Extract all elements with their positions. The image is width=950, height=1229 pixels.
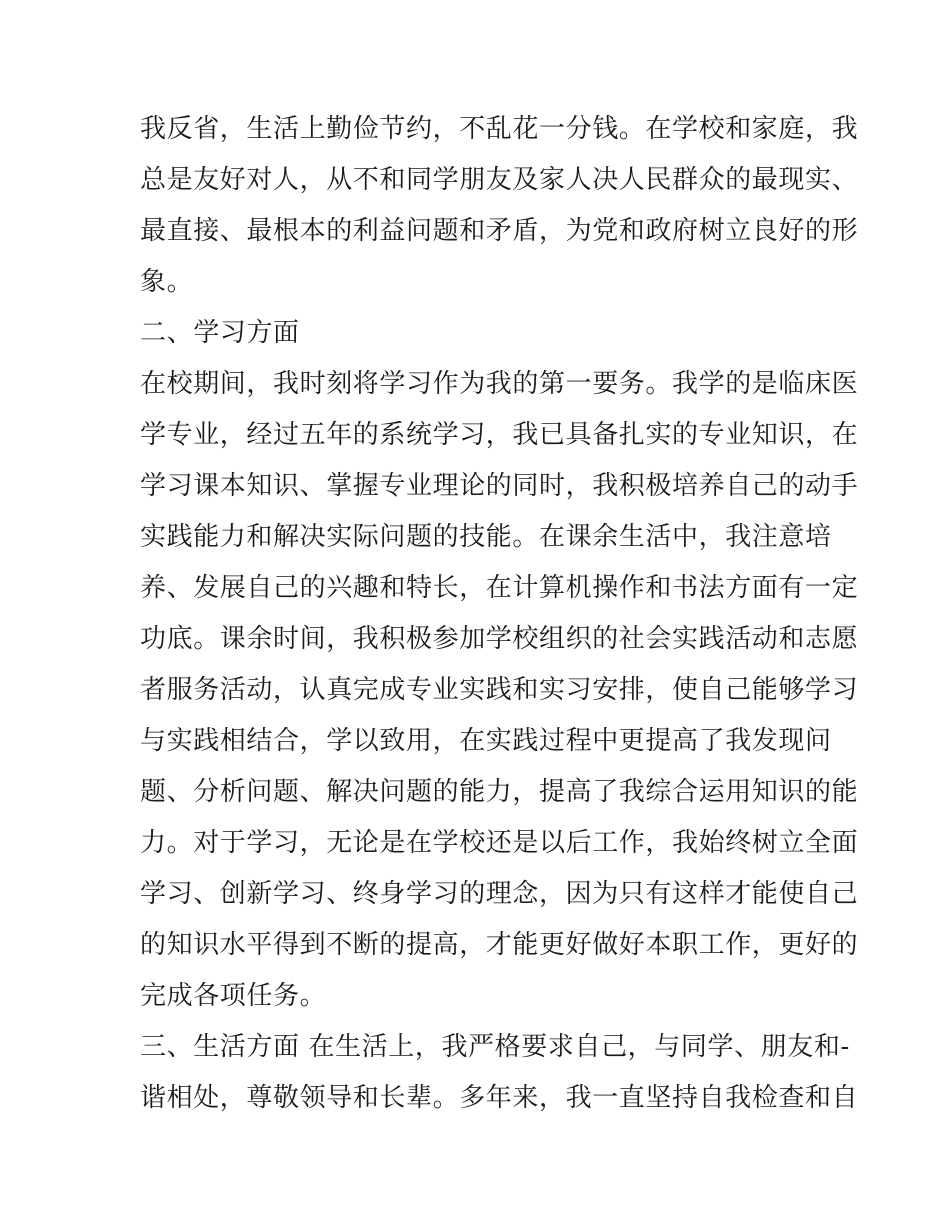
section-heading-life: 三、生活方面 在生活上，我严格要求自己，与同学、朋友和-	[140, 1032, 850, 1062]
text-line: 题、分析问题、解决问题的能力，提高了我综合运用知识的能	[140, 777, 859, 807]
text-line: 力。对于学习，无论是在学校还是以后工作，我始终树立全面	[140, 828, 859, 858]
text-line: 谐相处，尊敬领导和长辈。多年来，我一直坚持自我检查和自	[140, 1083, 859, 1113]
text-line: 在校期间，我时刻将学习作为我的第一要务。我学的是临床医	[140, 369, 859, 399]
text-line: 者服务活动，认真完成专业实践和实习安排，使自己能够学习	[140, 675, 859, 705]
text-line: 最直接、最根本的利益问题和矛盾，为党和政府树立良好的形	[140, 216, 859, 246]
text-line: 完成各项任务。	[140, 981, 327, 1011]
document-body	[140, 104, 859, 1124]
text-line: 功底。课余时间，我积极参加学校组织的社会实践活动和志愿	[140, 624, 859, 654]
text-line: 学习课本知识、掌握专业理论的同时，我积极培养自己的动手	[140, 471, 859, 501]
text-line: 的知识水平得到不断的提高，才能更好做好本职工作，更好的	[140, 930, 859, 960]
text-line: 与实践相结合，学以致用，在实践过程中更提高了我发现问	[140, 726, 832, 756]
text-line: 我反省，生活上勤俭节约，不乱花一分钱。在学校和家庭，我	[140, 114, 859, 144]
text-line: 象。	[140, 267, 194, 297]
text-line: 学专业，经过五年的系统学习，我已具备扎实的专业知识，在	[140, 420, 859, 450]
section-heading-study: 二、学习方面	[140, 318, 300, 348]
text-line: 学习、创新学习、终身学习的理念，因为只有这样才能使自己	[140, 879, 859, 909]
text-line: 实践能力和解决实际问题的技能。在课余生活中，我注意培	[140, 522, 832, 552]
text-line: 养、发展自己的兴趣和特长，在计算机操作和书法方面有一定	[140, 573, 859, 603]
text-line: 总是友好对人，从不和同学朋友及家人决人民群众的最现实、	[140, 165, 859, 195]
